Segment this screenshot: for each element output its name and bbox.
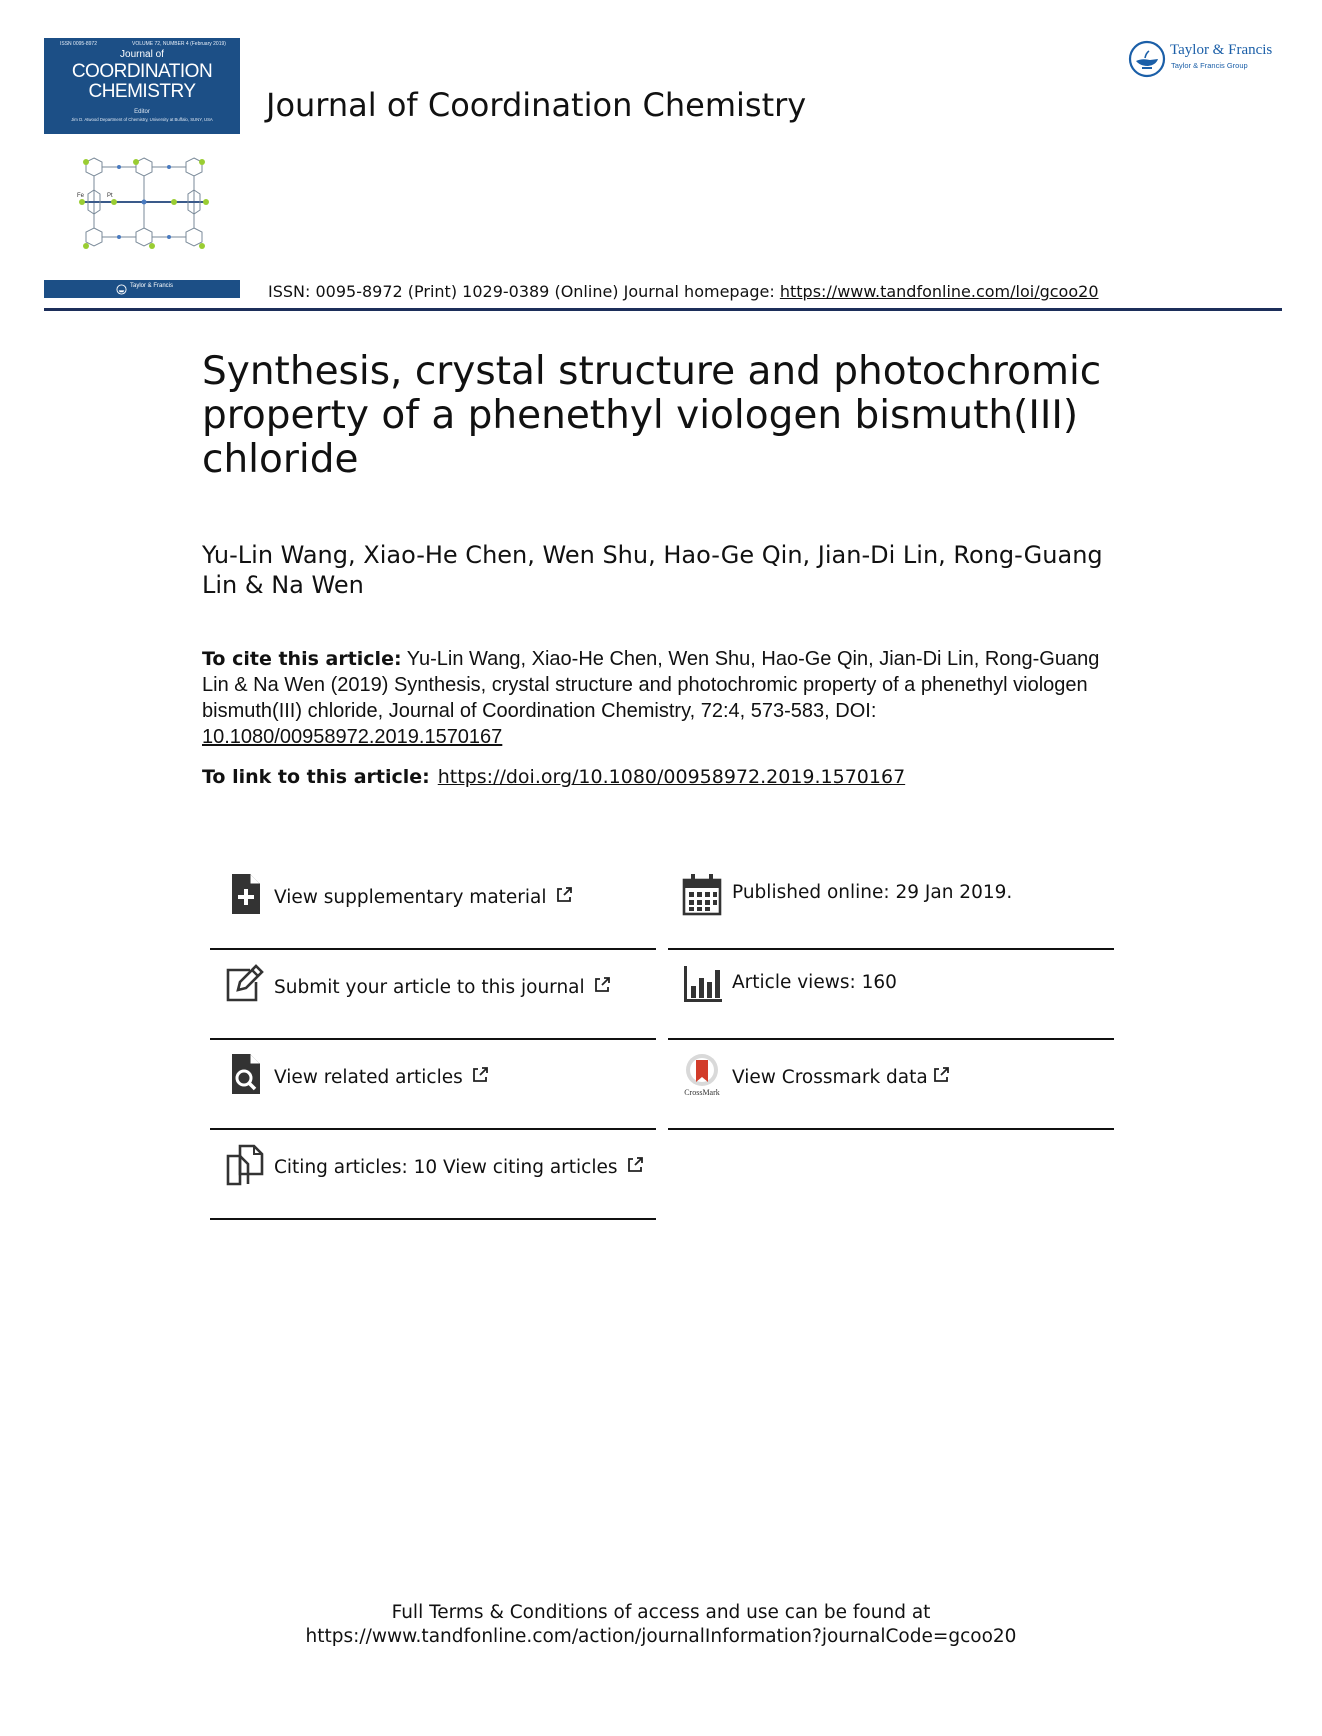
submit-article-label: Submit your article to this journal xyxy=(274,977,585,998)
crossmark-link[interactable] xyxy=(732,1066,950,1088)
citing-articles-label: Citing articles: 10 View citing articles xyxy=(274,1157,618,1178)
supplementary-material-item[interactable] xyxy=(210,872,656,960)
crossmark-logo-text: CrossMark xyxy=(684,1088,720,1096)
cover-title-line1: COORDINATION xyxy=(71,61,213,82)
article-views-label: Article views: 160 xyxy=(732,972,897,993)
cover-band xyxy=(44,38,240,134)
publisher-logo[interactable] xyxy=(1128,40,1288,76)
header-divider xyxy=(44,308,1282,311)
citing-articles-item[interactable] xyxy=(210,1142,656,1230)
cover-publisher: Taylor & Francis xyxy=(130,283,174,289)
article-title: Synthesis, crystal structure and photochromic property of a phenethyl viologen bismuth(III) chloride xyxy=(202,349,1102,482)
cover-footer xyxy=(44,280,240,298)
copy-icon xyxy=(222,1142,266,1186)
footer-terms-link[interactable]: https://www.tandfonline.com/action/journalInformation?journalCode=gcoo20 xyxy=(305,1626,1017,1647)
cover-volume: VOLUME 72, NUMBER 4 (February 2019) xyxy=(132,41,226,47)
supplementary-material-link[interactable] xyxy=(274,886,573,908)
external-link-icon xyxy=(593,976,611,994)
issn-line xyxy=(268,282,1099,301)
calendar-icon xyxy=(680,872,724,916)
info-divider xyxy=(668,948,1114,950)
external-link-icon xyxy=(626,1156,644,1174)
journal-title: Journal of Coordination Chemistry xyxy=(266,86,807,124)
crossmark-item[interactable] xyxy=(668,1052,1114,1140)
article-views-item xyxy=(668,962,1114,1050)
author-list: Yu-Lin Wang, Xiao-He Chen, Wen Shu, Hao-Ge Qin, Jian-Di Lin, Rong-Guang Lin & Na Wen xyxy=(202,541,1103,599)
edit-icon xyxy=(222,962,266,1006)
submit-article-link[interactable] xyxy=(274,976,611,998)
article-link-label: To link to this article: xyxy=(202,766,430,788)
file-plus-icon xyxy=(222,872,266,916)
article-link-block xyxy=(202,766,905,788)
citing-articles-link[interactable] xyxy=(274,1156,644,1178)
related-articles-item[interactable] xyxy=(210,1052,656,1140)
cover-issn: ISSN 0095-8972 xyxy=(60,41,97,47)
supplementary-material-label: View supplementary material xyxy=(274,887,547,908)
info-divider xyxy=(210,1218,656,1220)
info-divider xyxy=(210,948,656,950)
crossmark-icon xyxy=(680,1052,724,1096)
cover-title-line2: CHEMISTRY xyxy=(88,81,196,102)
cover-publisher-logo-icon xyxy=(116,284,127,295)
external-link-icon xyxy=(471,1066,489,1084)
cover-journal-of: Journal of xyxy=(120,49,164,60)
journal-cover xyxy=(44,38,240,298)
external-link-icon xyxy=(932,1066,950,1084)
cover-editor-label: Editor xyxy=(134,109,150,115)
info-divider xyxy=(210,1038,656,1040)
info-divider xyxy=(668,1128,1114,1130)
citation-label: To cite this article: xyxy=(202,648,402,670)
info-divider xyxy=(668,1038,1114,1040)
atom-label-pt: Pt xyxy=(107,193,113,199)
publisher-group: Taylor & Francis Group xyxy=(1171,61,1248,70)
related-articles-label: View related articles xyxy=(274,1067,463,1088)
published-online-item xyxy=(668,872,1114,960)
publisher-name: Taylor & Francis xyxy=(1170,42,1273,58)
taylor-francis-lamp-icon xyxy=(1128,40,1166,78)
related-articles-link[interactable] xyxy=(274,1066,489,1088)
cover-editor-line: Jim D. Atwood Department of Chemistry, University at Buffalo, SUNY, USA xyxy=(71,117,213,122)
submit-article-item[interactable] xyxy=(210,962,656,1050)
citation-doi-link[interactable]: 10.1080/00958972.2019.1570167 xyxy=(202,726,503,748)
file-search-icon xyxy=(222,1052,266,1096)
info-divider xyxy=(210,1128,656,1130)
journal-homepage-link[interactable]: https://www.tandfonline.com/loi/gcoo20 xyxy=(779,282,1099,301)
article-doi-link[interactable]: https://doi.org/10.1080/00958972.2019.1570167 xyxy=(437,766,906,788)
crystal-structure-illustration xyxy=(74,150,214,260)
citation-block xyxy=(202,646,1102,750)
citation-text: Yu-Lin Wang, Xiao-He Chen, Wen Shu, Hao-Ge Qin, Jian-Di Lin, Rong-Guang Lin & Na Wen (2019) Synthesis, crystal structure and photochromic property of a phenethyl viologen bismuth(III) chloride, Journal of Coordination Chemistry, 72:4, 573-583, DOI: xyxy=(202,648,1100,722)
crossmark-label: View Crossmark data xyxy=(732,1067,928,1088)
footer-terms: Full Terms & Conditions of access and use can be found at xyxy=(391,1602,931,1623)
bar-chart-icon xyxy=(680,962,724,1006)
issn-text: ISSN: 0095-8972 (Print) 1029-0389 (Online) Journal homepage: xyxy=(268,282,780,301)
published-online-label: Published online: 29 Jan 2019. xyxy=(732,882,1013,903)
atom-label-fe: Fe xyxy=(77,193,85,199)
external-link-icon xyxy=(555,886,573,904)
